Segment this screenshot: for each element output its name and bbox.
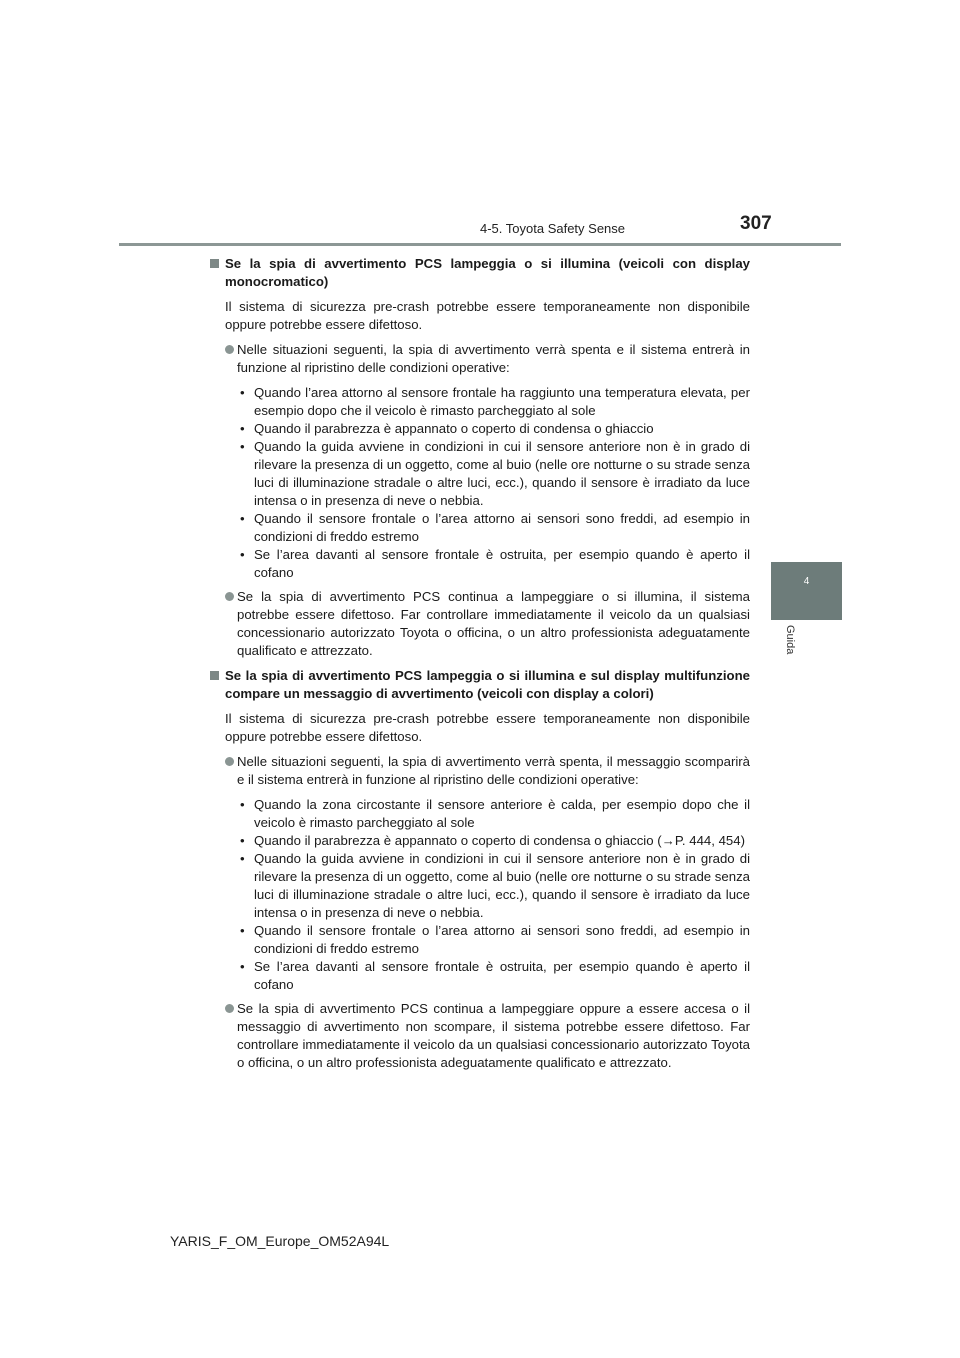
document-code: YARIS_F_OM_Europe_OM52A94L (170, 1233, 390, 1249)
dot-marker-icon: • (240, 439, 245, 454)
sub-list-item-text: Quando il sensore frontale o l’area attorno ai sensori sono freddi, ad esempio in condizioni di freddo estremo (254, 511, 750, 544)
sub-list-item (237, 922, 750, 958)
sub-list-item (237, 850, 750, 922)
list-item-text: Se la spia di avvertimento PCS continua a lampeggiare oppure a essere accesa o il messaggio di avvertimento non scompare, il sistema potrebbe essere difettoso. Far controllare immediatamente il veicolo da un qualsiasi concessionario autorizzato Toyota o officina, o un altro professionista adeguatamente qualificato e attrezzato. (237, 1001, 750, 1070)
sub-list-item-text: Quando il sensore frontale o l’area attorno ai sensori sono freddi, ad esempio in condizioni di freddo estremo (254, 923, 750, 956)
sub-list-item (237, 510, 750, 546)
sub-list-item-text: Se l’area davanti al sensore frontale è ostruita, per esempio quando è aperto il cofano (254, 547, 750, 580)
chapter-tab (771, 562, 842, 620)
sub-list (210, 384, 750, 582)
dot-marker-icon: • (240, 421, 245, 436)
section-heading (210, 667, 750, 703)
sub-list-item (237, 832, 750, 850)
sub-list-item-text: Quando la zona circostante il sensore anteriore è calda, per esempio dopo che il veicolo è rimasto parcheggiato al sole (254, 797, 750, 830)
dot-marker-icon: • (240, 547, 245, 562)
page-content (210, 255, 750, 1079)
chapter-label (784, 625, 800, 665)
circle-bullet-icon (225, 757, 234, 766)
circle-bullet-icon (225, 345, 234, 354)
list-item (210, 588, 750, 660)
sub-list-item-text: Quando l’area attorno al sensore frontale ha raggiunto una temperatura elevata, per esempio dopo che il veicolo è rimasto parcheggiato al sole (254, 385, 750, 418)
section-heading-text: Se la spia di avvertimento PCS lampeggia o si illumina e sul display multifunzione compare un messaggio di avvertimento (veicoli con display a colori) (225, 668, 750, 701)
list-item-text: Nelle situazioni seguenti, la spia di avvertimento verrà spenta, il messaggio scomparirà e il sistema entrerà in funzione al ripristino delle condizioni operative: (237, 754, 750, 787)
dot-marker-icon: • (240, 833, 245, 848)
section-intro: Il sistema di sicurezza pre-crash potrebbe essere temporaneamente non disponibile oppure potrebbe essere difettoso. (225, 299, 750, 332)
sub-list-item-text: Se l’area davanti al sensore frontale è ostruita, per esempio quando è aperto il cofano (254, 959, 750, 992)
page-number: 307 (740, 213, 772, 234)
sub-list-item (237, 546, 750, 582)
sub-list-item-text: Quando il parabrezza è appannato o coperto di condensa o ghiaccio (254, 421, 654, 436)
dot-marker-icon: • (240, 923, 245, 938)
sub-list-item-text: Quando la guida avviene in condizioni in cui il sensore anteriore non è in grado di rilevare la presenza di un oggetto, come al buio (nelle ore notturne o su strade senza luci di illuminazione stradale o altre luci, ecc.), quando il sensore è irradiato da luce intensa o in presenza di neve o nebbia. (254, 439, 750, 508)
running-header-section: 4-5. Toyota Safety Sense (480, 221, 626, 236)
list-item (210, 1000, 750, 1072)
sub-list (210, 796, 750, 994)
header-divider (119, 243, 841, 246)
section-heading (210, 255, 750, 291)
sub-list-item (237, 796, 750, 832)
circle-bullet-icon (225, 592, 234, 601)
chapter-number: 4 (803, 576, 810, 587)
square-bullet-icon (210, 259, 219, 268)
sub-list-item (237, 420, 750, 438)
dot-marker-icon: • (240, 797, 245, 812)
list-item-text: Nelle situazioni seguenti, la spia di avvertimento verrà spenta e il sistema entrerà in funzione al ripristino delle condizioni operative: (237, 342, 750, 375)
list-item-text: Se la spia di avvertimento PCS continua a lampeggiare o si illumina, il sistema potrebbe essere difettoso. Far controllare immediatamente il veicolo da un qualsiasi concessionario autorizzato Toyota o officina, o un altro professionista adeguatamente qualificato e attrezzato. (237, 589, 750, 658)
square-bullet-icon (210, 671, 219, 680)
list-item (210, 753, 750, 789)
dot-marker-icon: • (240, 851, 245, 866)
dot-marker-icon: • (240, 511, 245, 526)
sub-list-item (237, 438, 750, 510)
dot-marker-icon: • (240, 959, 245, 974)
list-item (210, 341, 750, 377)
circle-bullet-icon (225, 1004, 234, 1013)
section-heading-text: Se la spia di avvertimento PCS lampeggia o si illumina (veicoli con display monocromatico) (225, 256, 750, 289)
dot-marker-icon: • (240, 385, 245, 400)
sub-list-item-text: Quando la guida avviene in condizioni in cui il sensore anteriore non è in grado di rilevare la presenza di un oggetto, come al buio (nelle ore notturne o su strade senza luci di illuminazione stradale o altre luci, ecc.), quando il sensore è irradiato da luce intensa o in presenza di neve o nebbia. (254, 851, 750, 920)
chapter-label-text: Guida (784, 625, 796, 655)
sub-list-item (237, 384, 750, 420)
section-intro: Il sistema di sicurezza pre-crash potrebbe essere temporaneamente non disponibile oppure potrebbe essere difettoso. (225, 711, 750, 744)
sub-list-item-text: Quando il parabrezza è appannato o coperto di condensa o ghiaccio (→P. 444, 454) (254, 833, 745, 848)
sub-list-item (237, 958, 750, 994)
